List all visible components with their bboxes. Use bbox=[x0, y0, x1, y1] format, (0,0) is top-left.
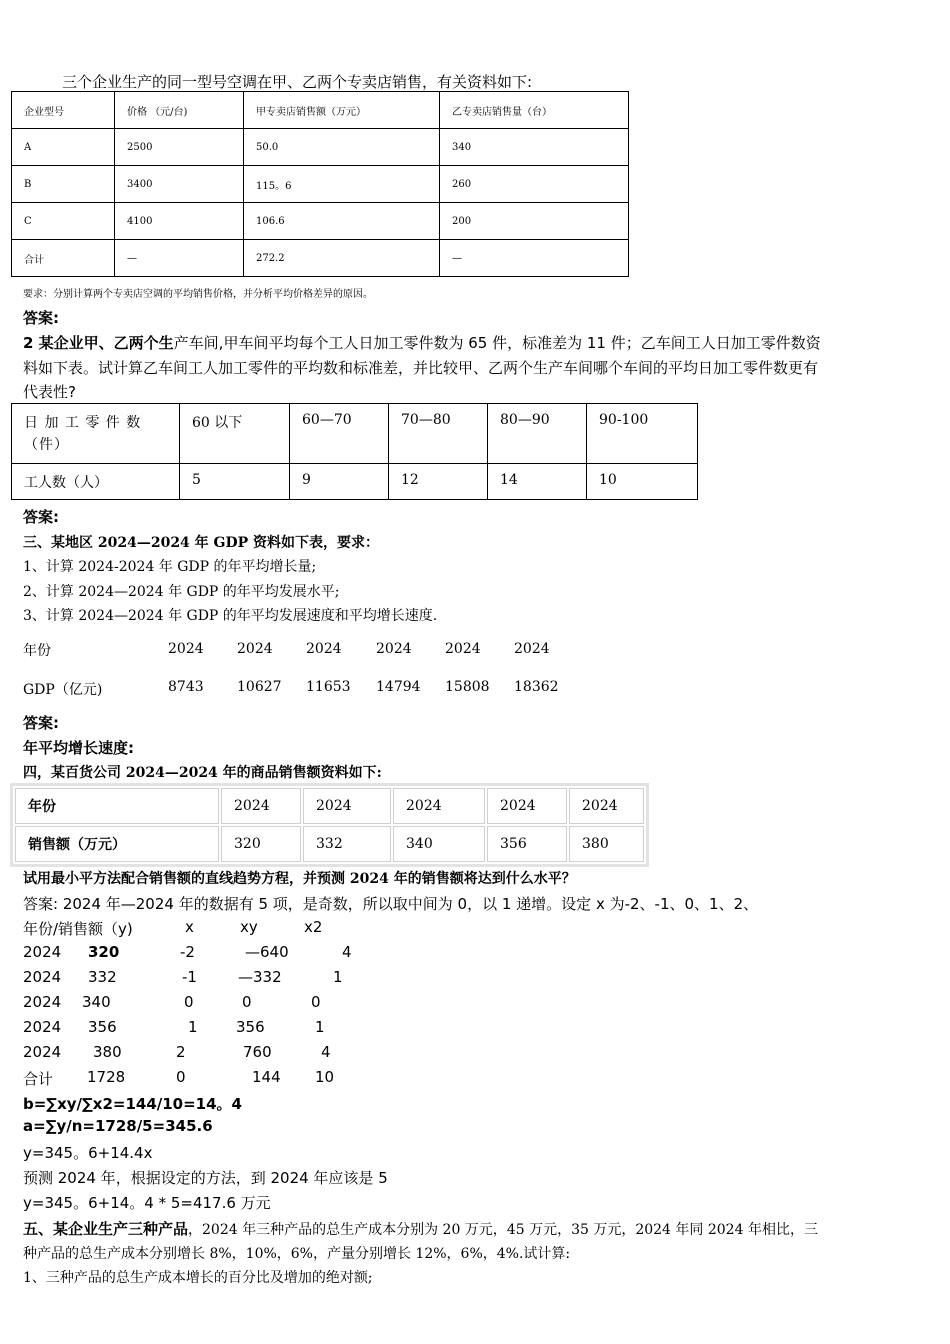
q4-title: 四，某百货公司 2024—2024 年的商品销售额资料如下: bbox=[23, 765, 382, 781]
q5-line3: 1、三种产品的总生产成本增长的百分比及增加的绝对额; bbox=[23, 1270, 373, 1286]
calc-y: 380 bbox=[93, 1043, 122, 1061]
table-row bbox=[12, 166, 629, 203]
q1-table bbox=[11, 91, 629, 277]
table-cell: — bbox=[440, 240, 629, 277]
q3-gdp-value: 8743 bbox=[168, 679, 204, 695]
calc-x: 0 bbox=[176, 1068, 186, 1086]
q2-title: 2 某企业甲、乙两个生 bbox=[23, 334, 174, 352]
table-cell: 14 bbox=[488, 464, 587, 500]
table-cell: 260 bbox=[440, 166, 629, 203]
table-row bbox=[12, 404, 698, 464]
calc-x: -2 bbox=[180, 943, 195, 961]
q3-req2: 2、计算 2024—2024 年 GDP 的年平均发展水平; bbox=[23, 584, 340, 600]
table-row bbox=[15, 788, 644, 824]
q3-growth-label: 年平均增长速度: bbox=[23, 739, 134, 757]
table-cell: 356 bbox=[487, 826, 567, 862]
formula-a: a=∑y/n=1728/5=345.6 bbox=[23, 1117, 213, 1135]
calc-y: 332 bbox=[88, 968, 117, 986]
calc-x: 2 bbox=[176, 1043, 186, 1061]
q4-question: 试用最小平方法配合销售额的直线趋势方程，并预测 2024 年的销售额将达到什么水平？ bbox=[23, 871, 576, 887]
formula-b: b=∑xy/∑x2=144/10=14。4 bbox=[23, 1095, 242, 1113]
q1-answer-label: 答案: bbox=[23, 309, 59, 327]
q2-line1 bbox=[23, 332, 821, 353]
table-cell: 4100 bbox=[115, 203, 244, 240]
predict-calc: y=345。6+14。4 * 5=417.6 万元 bbox=[23, 1194, 271, 1212]
calc-xy: —640 bbox=[245, 943, 289, 961]
table-cell: 工人数（人） bbox=[12, 464, 180, 500]
table-row bbox=[12, 203, 629, 240]
q4-answer-intro: 答案: 2024 年—2024 年的数据有 5 项，是奇数，所以取中间为 0，以 1 递增。设定 x 为-2、-1、0、1、2、 bbox=[23, 895, 759, 913]
calc-header-y: 年份/销售额（y) bbox=[23, 920, 133, 938]
q3-gdp-label: GDP（亿元) bbox=[23, 682, 103, 698]
table-cell: 332 bbox=[303, 826, 391, 862]
q3-year: 2024 bbox=[237, 641, 273, 657]
table-header-cell: 60 以下 bbox=[180, 404, 290, 464]
q2-answer-label: 答案: bbox=[23, 508, 59, 526]
calc-year: 2024 bbox=[23, 993, 62, 1011]
calc-x2: 1 bbox=[315, 1018, 325, 1036]
table-cell: C bbox=[12, 203, 115, 240]
calc-year: 2024 bbox=[23, 968, 62, 986]
q3-gdp-value: 11653 bbox=[306, 679, 351, 695]
calc-y: 356 bbox=[88, 1018, 117, 1036]
table-row bbox=[12, 464, 698, 500]
calc-x2: 1 bbox=[333, 968, 343, 986]
calc-header-x: x bbox=[185, 918, 194, 936]
q5-title: 五、某企业生产三种产品 bbox=[23, 1220, 189, 1238]
calc-x: 1 bbox=[188, 1018, 198, 1036]
table-cell: 106.6 bbox=[244, 203, 440, 240]
table-header-cell: 2024 bbox=[393, 788, 485, 824]
table-row bbox=[12, 129, 629, 166]
q3-gdp-value: 14794 bbox=[376, 679, 421, 695]
q5-line1 bbox=[23, 1218, 818, 1239]
q5-line2: 种产品的总生产成本分别增长 8%，10%，6%，产量分别增长 12%，6%，4%.试计算: bbox=[23, 1246, 571, 1262]
table-cell: 340 bbox=[393, 826, 485, 862]
table-header-cell: 甲专卖店销售额（万元） bbox=[244, 92, 440, 129]
table-header-cell: 2024 bbox=[569, 788, 644, 824]
q3-year: 2024 bbox=[168, 641, 204, 657]
table-row bbox=[15, 826, 644, 862]
table-cell: 9 bbox=[290, 464, 389, 500]
calc-x2: 4 bbox=[321, 1043, 331, 1061]
table-row bbox=[12, 92, 629, 129]
q3-year: 2024 bbox=[445, 641, 481, 657]
calc-year: 2024 bbox=[23, 1043, 62, 1061]
table-cell: 320 bbox=[221, 826, 301, 862]
q2-table bbox=[11, 403, 698, 500]
calc-y: 320 bbox=[88, 943, 120, 961]
q3-gdp-value: 10627 bbox=[237, 679, 282, 695]
calc-x2: 10 bbox=[315, 1068, 335, 1086]
calc-xy: 0 bbox=[242, 993, 252, 1011]
q2-line3: 代表性? bbox=[23, 383, 76, 401]
q2-text: 产车间,甲车间平均每个工人日加工零件数为 65 件，标准差为 11 件；乙车间工人日加工零件数资 bbox=[173, 334, 821, 352]
table-cell: — bbox=[115, 240, 244, 277]
table-cell: 5 bbox=[180, 464, 290, 500]
table-header-cell: 2024 bbox=[487, 788, 567, 824]
calc-x: -1 bbox=[182, 968, 197, 986]
calc-xy: 356 bbox=[236, 1018, 265, 1036]
table-cell: 10 bbox=[587, 464, 698, 500]
table-header-cell: 价格 （元/台) bbox=[115, 92, 244, 129]
q3-gdp-value: 18362 bbox=[514, 679, 559, 695]
q5-text: ，2024 年三种产品的总生产成本分别为 20 万元，45 万元，35 万元，2024 年同 2024 年相比，三 bbox=[188, 1222, 818, 1238]
calc-xy: —332 bbox=[238, 968, 282, 986]
q3-title: 三、某地区 2024—2024 年 GDP 资料如下表，要求： bbox=[23, 535, 380, 551]
table-cell: 12 bbox=[389, 464, 488, 500]
calc-x2: 0 bbox=[311, 993, 321, 1011]
q3-year-label: 年份 bbox=[23, 643, 51, 659]
table-cell: 2500 bbox=[115, 129, 244, 166]
q3-year: 2024 bbox=[376, 641, 412, 657]
table-header-cell: 2024 bbox=[221, 788, 301, 824]
trend-equation: y=345。6+14.4x bbox=[23, 1144, 153, 1162]
table-header-cell: 日 加 工 零 件 数 （件） bbox=[12, 404, 180, 464]
calc-header-x2: x2 bbox=[304, 918, 323, 936]
table-header-cell: 年份 bbox=[15, 788, 219, 824]
table-header-cell: 2024 bbox=[303, 788, 391, 824]
calc-xy: 760 bbox=[243, 1043, 272, 1061]
q2-line2: 料如下表。试计算乙车间工人加工零件的平均数和标准差，并比较甲、乙两个生产车间哪个车间的平均日加工零件数更有 bbox=[23, 359, 819, 377]
q1-intro: 三个企业生产的同一型号空调在甲、乙两个专卖店销售，有关资料如下: bbox=[62, 73, 533, 91]
table-cell: B bbox=[12, 166, 115, 203]
table-cell: 272.2 bbox=[244, 240, 440, 277]
table-header-cell: 乙专卖店销售量（台） bbox=[440, 92, 629, 129]
table-cell: 200 bbox=[440, 203, 629, 240]
table-header-cell: 80—90 bbox=[488, 404, 587, 464]
calc-x2: 4 bbox=[342, 943, 352, 961]
table-header-cell: 70—80 bbox=[389, 404, 488, 464]
q4-table bbox=[10, 783, 649, 867]
table-header-cell: 企业型号 bbox=[12, 92, 115, 129]
table-cell: 340 bbox=[440, 129, 629, 166]
table-cell: 380 bbox=[569, 826, 644, 862]
q3-gdp-value: 15808 bbox=[445, 679, 490, 695]
calc-header-xy: xy bbox=[240, 918, 258, 936]
table-cell: 115。6 bbox=[244, 166, 440, 203]
calc-total-label: 合计 bbox=[23, 1070, 54, 1088]
predict-text: 预测 2024 年，根据设定的方法，到 2024 年应该是 5 bbox=[23, 1169, 388, 1187]
calc-year: 2024 bbox=[23, 1018, 62, 1036]
table-cell: 50.0 bbox=[244, 129, 440, 166]
table-header-cell: 90-100 bbox=[587, 404, 698, 464]
calc-year: 2024 bbox=[23, 943, 62, 961]
calc-x: 0 bbox=[184, 993, 194, 1011]
q3-year: 2024 bbox=[514, 641, 550, 657]
calc-y: 340 bbox=[82, 993, 111, 1011]
table-cell: 合计 bbox=[12, 240, 115, 277]
q3-answer-label: 答案: bbox=[23, 714, 59, 732]
calc-y: 1728 bbox=[87, 1068, 126, 1086]
calc-xy: 144 bbox=[252, 1068, 281, 1086]
q3-req3: 3、计算 2024—2024 年 GDP 的年平均发展速度和平均增长速度. bbox=[23, 608, 438, 624]
q3-req1: 1、计算 2024-2024 年 GDP 的年平均增长量; bbox=[23, 559, 317, 575]
table-row bbox=[12, 240, 629, 277]
q1-requirement: 要求：分别计算两个专卖店空调的平均销售价格，并分析平均价格差异的原因。 bbox=[23, 289, 373, 300]
table-cell: A bbox=[12, 129, 115, 166]
table-cell: 3400 bbox=[115, 166, 244, 203]
q3-year: 2024 bbox=[306, 641, 342, 657]
table-cell: 销售额（万元） bbox=[15, 826, 219, 862]
table-header-cell: 60—70 bbox=[290, 404, 389, 464]
